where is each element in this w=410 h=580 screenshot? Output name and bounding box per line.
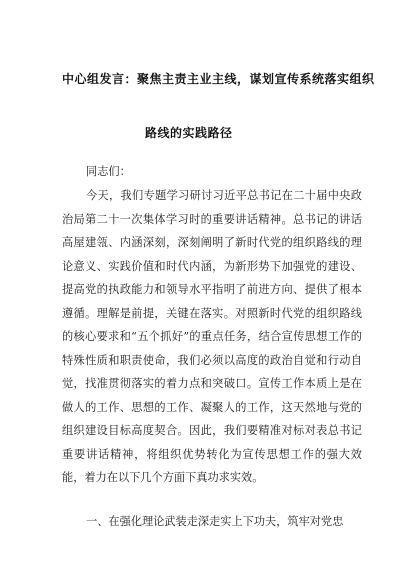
body-paragraph-2: 一、在强化理论武装走深走实上下功夫，筑牢对党忠 [86, 515, 344, 528]
greeting: 同志们： [86, 165, 131, 178]
document-title-line-2: 路线的实践路径 [145, 126, 233, 140]
document-title-line-1: 中心组发言：聚焦主责主业主线，谋划宣传系统落实组织 [62, 72, 375, 86]
body-paragraph-1: 今天，我们专题学习研讨习近平总书记在二十届中央政治局第二十一次集体学习时的重要讲话精神。总书记的讲话高屋建瓴、内涵深刻，深刻阐明了新时代党的组织路线的理论意义、实践价值和时代内涵，为新形势下加强党的建设、提高党的执政能力和领导水平指明了前进方向、提供了根本遵循。理解是前提，关键在落实。对照新时代党的组织路线的核心要求和“五个抓好”的重点任务，结合宣传思想工作的特殊性质和职责使命，我们必须以高度的政治自觉和行动自觉，找准贯彻落实的着力点和突破口。宣传工作本质上是在做人的工作、思想的工作、凝聚人的工作，这天然地与党的组织建设目标高度契合。因此，我们要精准对标对表总书记重要讲话精神，将组织优势转化为宣传思想工作的强大效能，着力在以下几个方面下真功求实效。 [62, 189, 362, 484]
